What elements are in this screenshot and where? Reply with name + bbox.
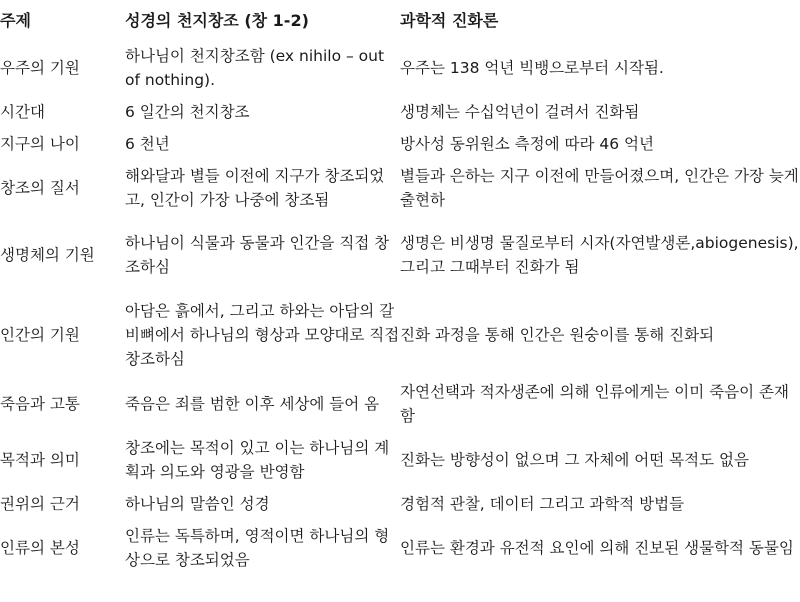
science-cell: 우주는 138 억년 빅뱅으로부터 시작됨. xyxy=(400,59,664,77)
table-row xyxy=(0,488,800,520)
bible-cell: 하나님이 천지창조함 (ex nihilo – out of nothing). xyxy=(125,47,385,89)
topic-cell: 권위의 근거 xyxy=(0,495,80,513)
bible-cell: 아담은 흙에서, 그리고 하와는 아담의 갈비뼈에서 하나님의 형상과 모양대로 직접 창조하심 xyxy=(125,302,400,368)
table-row xyxy=(0,432,800,488)
table-row xyxy=(0,160,800,216)
science-cell: 진화 과정을 통해 인간은 원숭이를 통해 진화되 xyxy=(400,326,715,344)
table-row xyxy=(0,128,800,160)
science-cell: 별들과 은하는 지구 이전에 만들어졌으며, 인간은 가장 늦게 출현하 xyxy=(400,167,799,209)
topic-cell: 인간의 기원 xyxy=(0,326,80,344)
table-row xyxy=(0,294,800,376)
header-topic: 주제 xyxy=(0,11,31,30)
science-cell: 방사성 동위원소 측정에 따라 46 억년 xyxy=(400,135,654,153)
science-cell: 진화는 방향성이 없으며 그 자체에 어떤 목적도 없음 xyxy=(400,451,749,469)
topic-cell: 시간대 xyxy=(0,103,45,121)
table-row xyxy=(0,376,800,432)
header-bible: 성경의 천지창조 (창 1-2) xyxy=(125,11,309,30)
header-science: 과학적 진화론 xyxy=(400,11,499,30)
table-row xyxy=(0,96,800,128)
topic-cell: 창조의 질서 xyxy=(0,179,80,197)
science-cell: 생명은 비생명 물질로부터 시자(자연발생론,abiogenesis), 그리고 그때부터 진화가 됨 xyxy=(400,234,799,276)
table-row xyxy=(0,40,800,96)
science-cell: 경험적 관찰, 데이터 그리고 과학적 방법들 xyxy=(400,495,685,513)
bible-cell: 하나님의 말씀인 성경 xyxy=(125,495,270,513)
science-cell: 인류는 환경과 유전적 요인에 의해 진보된 생물학적 동물임 xyxy=(400,539,794,557)
bible-cell: 죽음은 죄를 범한 이후 세상에 들어 옴 xyxy=(125,395,380,413)
bible-cell: 인류는 독특하며, 영적이면 하나님의 형상으로 창조되었음 xyxy=(125,527,390,569)
topic-cell: 우주의 기원 xyxy=(0,59,80,77)
science-cell: 생명체는 수십억년이 걸려서 진화됨 xyxy=(400,103,640,121)
topic-cell: 생명체의 기원 xyxy=(0,246,95,264)
bible-cell: 창조에는 목적이 있고 이는 하나님의 계획과 의도와 영광을 반영함 xyxy=(125,439,390,481)
header-row xyxy=(0,0,800,40)
topic-cell: 지구의 나이 xyxy=(0,135,80,153)
topic-cell: 목적과 의미 xyxy=(0,451,80,469)
topic-cell: 인류의 본성 xyxy=(0,539,80,557)
table-row xyxy=(0,520,800,576)
topic-cell: 죽음과 고통 xyxy=(0,395,80,413)
bible-cell: 6 일간의 천지창조 xyxy=(125,103,250,121)
bible-cell: 하나님이 식물과 동물과 인간을 직접 창조하심 xyxy=(125,234,390,276)
bible-cell: 6 천년 xyxy=(125,135,170,153)
table-row xyxy=(0,216,800,294)
science-cell: 자연선택과 적자생존에 의해 인류에게는 이미 죽음이 존재함 xyxy=(400,383,789,425)
bible-cell: 해와달과 별들 이전에 지구가 창조되었고, 인간이 가장 나중에 창조됨 xyxy=(125,167,385,209)
